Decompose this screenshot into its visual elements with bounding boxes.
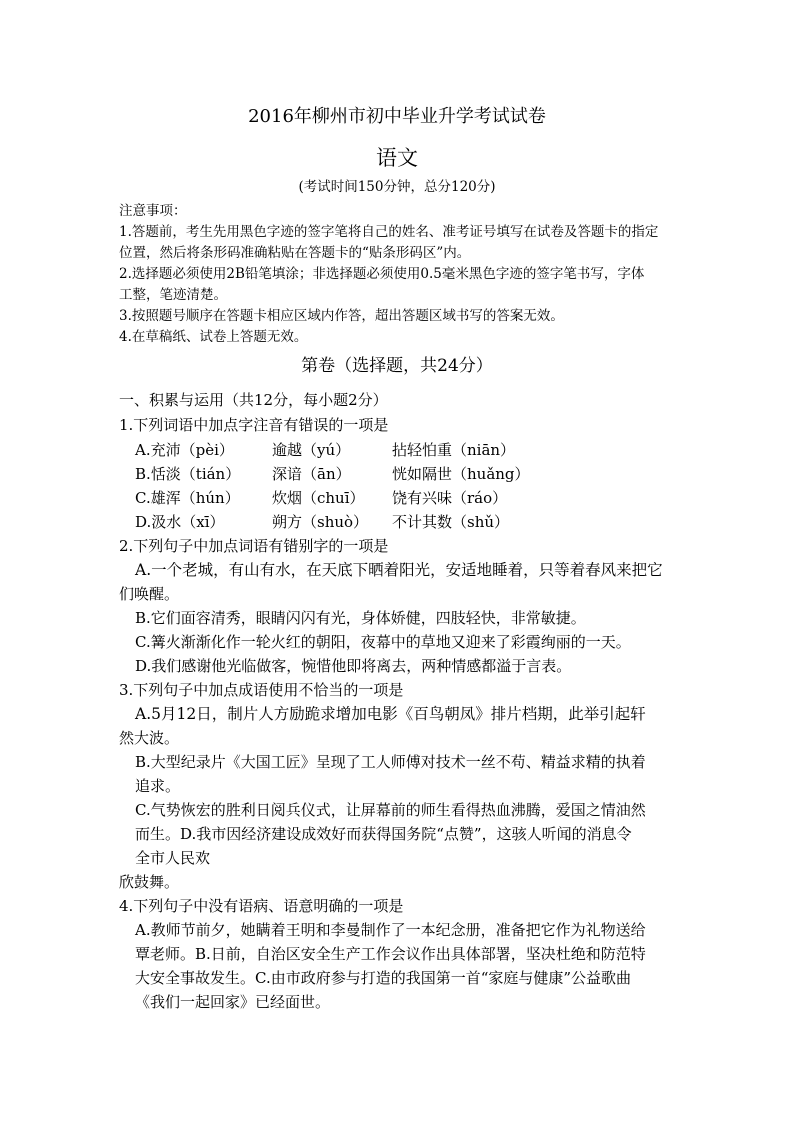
q1-option: 深谙（ān） xyxy=(272,465,351,483)
q2-line: A.一个老城，有山有水，在天底下晒着阳光，安适地睡着，只等着春风来把它 xyxy=(135,561,663,579)
notes-line: 3.按照题号顺序在答题卡相应区域内作答，超出答题区域书写的答案无效。 xyxy=(119,308,564,324)
q4-line: 大安全事故发生。C.由市政府参与打造的我国第一首“家庭与健康”公益歌曲 xyxy=(135,969,632,987)
q4-line: 《我们一起回家》已经面世。 xyxy=(135,993,331,1011)
section-heading: 一、积累与运用（共12分，每小题2分） xyxy=(119,391,388,409)
q3-line: 欣鼓舞。 xyxy=(119,873,180,891)
q1-option: C.雄浑（hún） xyxy=(135,489,240,507)
q1-option: 朔方（shuò） xyxy=(272,513,369,531)
q2-line: D.我们感谢他光临做客，惋惜他即将离去，两种情感都溢于言表。 xyxy=(135,657,572,675)
notes-heading: 注意事项： xyxy=(119,203,187,219)
question-2-stem: 2.下列句子中加点词语有错别字的一项是 xyxy=(119,537,389,555)
notes-line: 4.在草稿纸、试卷上答题无效。 xyxy=(119,329,308,345)
q1-option: A.充沛（pèi） xyxy=(135,441,234,459)
notes-line: 工整，笔迹清楚。 xyxy=(119,287,227,303)
part1-heading: 第卷（选择题，共24分） xyxy=(301,356,493,376)
q3-line: A.5月12日，制片人方励跪求增加电影《百鸟朝凤》排片档期，此举引起轩 xyxy=(135,705,646,723)
q1-option: 炊烟（chuī） xyxy=(272,489,365,507)
q2-line: B.它们面容清秀，眼睛闪闪有光，身体娇健，四肢轻快，非常敏捷。 xyxy=(135,609,586,627)
q1-option: D.汲水（xī） xyxy=(135,513,225,531)
q3-line: 追求。 xyxy=(135,777,181,795)
q2-line: 们唤醒。 xyxy=(119,585,180,603)
subject-title: 语文 xyxy=(376,146,418,170)
question-1-stem: 1.下列词语中加点字注音有错误的一项是 xyxy=(119,416,389,434)
q3-line: 而生。D.我市因经济建设成效好而获得国务院“点赞”，这骇人听闻的消息令 xyxy=(135,825,632,843)
q1-option: 拈轻怕重（niān） xyxy=(392,441,516,459)
notes-line: 位置，然后将条形码准确粘贴在答题卡的“贴条形码区”内。 xyxy=(119,245,471,261)
q1-option: 恍如隔世（huǎng） xyxy=(392,465,530,483)
q1-option: 逾越（yú） xyxy=(272,441,351,459)
question-3-stem: 3.下列句子中加点成语使用不恰当的一项是 xyxy=(119,681,404,699)
time-note: (考试时间150分钟，总分120分) xyxy=(298,179,496,195)
q4-line: 覃老师。B.日前，自治区安全生产工作会议作出具体部署，坚决杜绝和防范特 xyxy=(135,945,646,963)
q3-line: 全市人民欢 xyxy=(135,849,211,867)
notes-line: 2.选择题必须使用2B铅笔填涂；非选择题必须使用0.5毫米黑色字迹的签字笔书写，字体 xyxy=(119,266,645,282)
q3-line: 然大波。 xyxy=(119,729,180,747)
question-4-stem: 4.下列句子中没有语病、语意明确的一项是 xyxy=(119,897,404,915)
q1-option: B.恬淡（tián） xyxy=(135,465,241,483)
exam-title: 2016年柳州市初中毕业升学考试试卷 xyxy=(248,106,546,127)
q1-option: 饶有兴味（ráo） xyxy=(392,489,508,507)
notes-line: 1.答题前，考生先用黑色字迹的签字笔将自己的姓名、准考证号填写在试卷及答题卡的指定 xyxy=(119,224,659,240)
q2-line: C.篝火渐渐化作一轮火红的朝阳，夜幕中的草地又迎来了彩霞绚丽的一天。 xyxy=(135,633,631,651)
q1-option: 不计其数（shǔ） xyxy=(392,513,510,531)
q3-line: B.大型纪录片《大国工匠》呈现了工人师傅对技术一丝不苟、精益求精的执着 xyxy=(135,753,646,771)
q3-line: C.气势恢宏的胜利日阅兵仪式，让屏幕前的师生看得热血沸腾，爱国之情油然 xyxy=(135,801,646,819)
q4-line: A.教师节前夕，她瞒着王明和李曼制作了一本纪念册，准备把它作为礼物送给 xyxy=(135,921,646,939)
